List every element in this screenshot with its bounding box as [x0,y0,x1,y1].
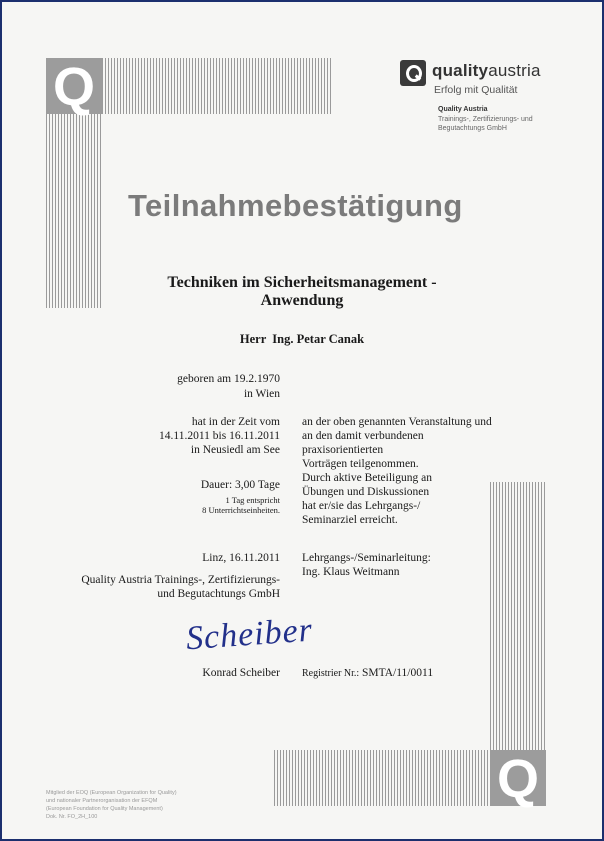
brand-tagline: Erfolg mit Qualität [434,84,518,96]
q-logo-bottom-icon: Q [490,750,546,806]
statement-line-2: an den damit verbundenen [302,430,424,442]
statement-line-3: praxisorientierten [302,444,384,456]
signature: Scheiber [184,611,315,658]
period-dates: 14.11.2011 bis 16.11.2011 [159,430,280,442]
issuer-line-1: Quality Austria Trainings-, Zertifizierungs- [81,574,280,586]
q-logo-top-icon: Q [46,58,102,114]
birth-date: geboren am 19.2.1970 [177,373,280,385]
duration-note-2: 8 Unterrichtseinheiten. [202,505,280,515]
brand-name: qualityaustria [432,61,541,80]
participant-name: Herr Ing. Petar Canak [239,332,365,346]
quality-austria-logo-icon [400,60,426,86]
stripe-band-right [490,482,546,750]
certificate-title: Teilnahmebestätigung [128,188,463,223]
place-date: Linz, 16.11.2011 [202,552,280,564]
stripe-band-top [102,58,332,114]
statement-line-6: Übungen und Diskussionen [302,486,430,498]
duration: Dauer: 3,00 Tage [200,479,280,491]
issuer-line-2: und Begutachtungs GmbH [157,588,280,600]
statement-line-4: Vorträgen teilgenommen. [302,458,419,470]
course-title-line-1: Techniken im Sicherheitsmanagement - [167,274,437,291]
statement-line-7: hat er/sie das Lehrgangs-/ [302,500,421,512]
statement-line-8: Seminarziel erreicht. [302,514,398,526]
period-location: in Neusiedl am See [190,444,280,456]
company-line-2: Trainings-, Zertifizierungs- und [438,116,533,123]
course-title-line-2: Anwendung [260,292,344,309]
footer-line-3: (European Foundation for Quality Management) [46,806,163,812]
company-name: Quality Austria [438,106,488,113]
footer-line-2: und nationaler Partnerorganisation der EFQM [46,798,158,804]
leader-name: Ing. Klaus Weitmann [302,566,400,578]
statement-line-1: an der oben genannten Veranstaltung und [302,416,492,428]
footer-doc-number: Dok. Nr. FO_2H_100 [46,814,98,820]
stripe-band-bottom [274,750,490,806]
duration-note-1: 1 Tag entspricht [225,495,280,505]
register-label: Registrier Nr.: [302,668,360,679]
company-line-3: Begutachtungs GmbH [438,125,507,132]
register-number: SMTA/11/0011 [362,667,434,679]
statement-line-5: Durch aktive Beteiligung an [302,472,432,484]
leader-label: Lehrgangs-/Seminarleitung: [302,552,431,564]
footer-line-1: Mitglied der EOQ (European Organization for Quality) [46,790,177,796]
signatory-name: Konrad Scheiber [202,667,280,679]
period-intro: hat in der Zeit vom [191,416,280,428]
birth-place: in Wien [243,388,280,400]
